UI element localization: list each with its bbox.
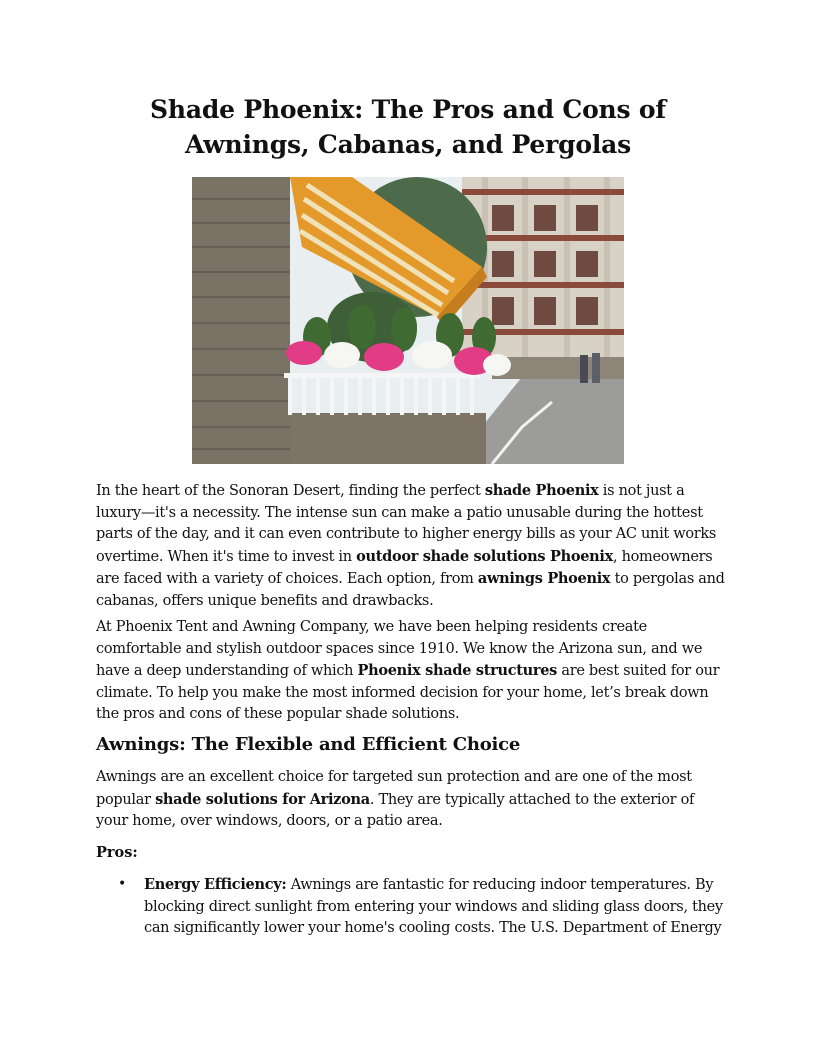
title-line-1: Shade Phoenix: The Pros and Cons of (150, 95, 666, 124)
awnings-text-2: . They are typically attached to the exterior of your home, over windows, doors, or a patio area. (96, 791, 695, 830)
intro-bold-shade-phoenix: shade Phoenix (484, 482, 599, 499)
pro-text: Awnings are fantastic for reducing indoor temperatures. By blocking direct sunlight from entering your windows and sliding glass doors, they can significantly lower your home's cooling costs. The U.S. Department of Energy (144, 877, 723, 937)
pros-list (96, 874, 726, 940)
intro-paragraph (96, 480, 726, 613)
hero-image (192, 177, 624, 464)
stone-wall (192, 177, 290, 464)
company-text-2: are best suited for our climate. To help you make the most informed decision for your home, let’s break down the pros and cons of these popular shade solutions. (96, 663, 720, 723)
pedestrian-2 (592, 353, 600, 383)
pros-label: Pros: (96, 844, 138, 861)
front-stone-base (290, 413, 486, 464)
intro-text-1: In the heart of the Sonoran Desert, finding the perfect (96, 483, 485, 499)
pro-label: Energy Efficiency: (144, 876, 287, 893)
intro-bold-outdoor-shade: outdoor shade solutions Phoenix (356, 547, 613, 565)
awnings-bold-solutions: shade solutions for Arizona (155, 790, 370, 808)
intro-bold-awnings: awnings Phoenix (477, 570, 611, 588)
awnings-text-1: Awnings are an excellent choice for targeted sun protection and are one of the most popular (96, 769, 692, 808)
intro-text-4: to pergolas and cabanas, offers unique benefits and drawbacks. (96, 571, 725, 609)
company-bold-structures: Phoenix shade structures (357, 662, 558, 680)
intro-text-2: is not just a luxury—it's a necessity. The intense sun can make a patio unusable during the hottest parts of the day, and it can even contribute to higher energy bills as your AC unit works overtime. When it's time to invest in (96, 483, 717, 565)
intro-text-3: , homeowners are faced with a variety of choices. Each option, from (96, 548, 713, 588)
sidewalk-wall (492, 357, 624, 379)
awnings-paragraph (96, 767, 726, 833)
awnings-heading: Awnings: The Flexible and Efficient Choice (96, 734, 521, 755)
company-text-1: At Phoenix Tent and Awning Company, we have been helping residents create comfortable and stylish outdoor spaces since 1910. We know the Arizona sun, and we have a deep understanding of which (96, 619, 703, 680)
pedestrian (580, 355, 588, 383)
list-item (96, 874, 726, 940)
building-windows (492, 205, 598, 325)
document-title (96, 92, 720, 162)
railing-top (284, 373, 480, 378)
company-paragraph (96, 617, 726, 726)
bullet-icon: • (118, 876, 126, 892)
title-line-2: Awnings, Cabanas, and Pergolas (184, 130, 632, 159)
